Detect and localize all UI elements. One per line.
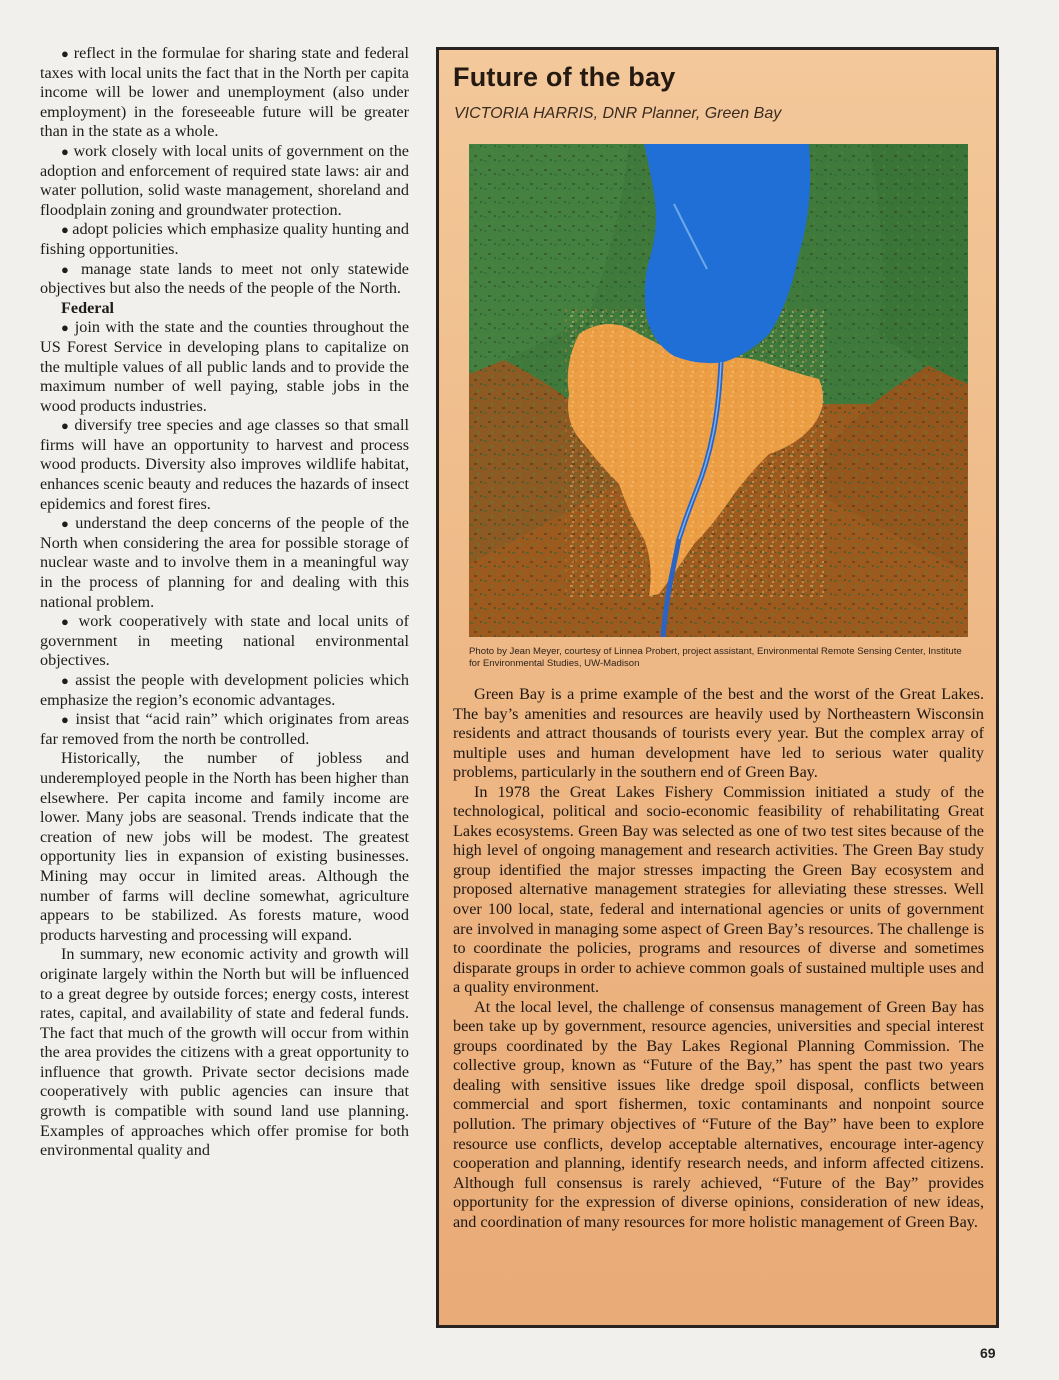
list-item: ● understand the deep concerns of the people of the North when considering the area for possible storage of nuclear waste and to involve them in a meaningful way in the process of planning for and dealing with this national problem. [40,514,409,612]
list-item: ● insist that “acid rain” which originates from areas far removed from the north be controlled. [40,710,409,749]
sidebar-box [436,47,999,1328]
body-paragraph: Historically, the number of jobless and underemployed people in the North has been higher than elsewhere. Per capita income and family income are lower. Many jobs are seasonal. Trends indicate that the creation of new jobs will be modest. The greatest opportunity lies in expansion of existing businesses. Mining may occur in limited areas. Although the number of farms will decline somewhat, agriculture appears to be stabilized. As forests mature, wood products harvesting and processing will expand. [40,749,409,944]
list-item: ● diversify tree species and age classes so that small firms will have an opportunity to harvest and process wood products. Diversity also improves wildlife habitat, enhances scenic beauty and reduces the hazards of insect epidemics and forest fires. [40,416,409,514]
body-paragraph: Green Bay is a prime example of the best and the worst of the Great Lakes. The bay’s amenities and resources are heavily used by Northeastern Wisconsin residents and attract thousands of tourists every year. But the complex array of multiple uses and human development have led to serious water quality problems, particularly in the southern end of Green Bay. [453,685,984,782]
list-item: ● work closely with local units of government on the adoption and enforcement of required state laws: air and water pollution, solid waste management, shoreland and floodplain zoning and groundwater protection. [40,142,409,220]
list-item: ● adopt policies which emphasize quality hunting and fishing opportunities. [40,220,409,259]
body-paragraph: In 1978 the Great Lakes Fishery Commission initiated a study of the technological, political and socio-economic feasibility of rehabilitating Great Lakes ecosystems. Green Bay was selected as one of two test sites because of the high level of ongoing management and research activities. The Green Bay study group identified the major stresses impacting the Green Bay ecosystem and proposed alternative management strategies for alleviating these stresses. Well over 100 local, state, federal and international agencies or units of government are involved in managing some aspect of Green Bay’s resources. The challenge is to coordinate the policies, programs and resources of diverse and sometimes disparate groups in order to achieve common goals of sustained multiple uses and a quality environment. [453,782,984,997]
left-column [40,44,409,1161]
sidebar-body [453,685,984,1232]
body-paragraph: At the local level, the challenge of consensus management of Green Bay has been take up by government, resource agencies, universities and special interest groups coordinated by the Bay Lakes Regional Planning Commission. The collective group, known as “Future of the Bay,” has spent the past two years dealing with sensitive issues like dredge spoil disposal, conflicts between commercial and sport fishermen, toxic contaminants and nonpoint source pollution. The primary objectives of “Future of the Bay” have been to explore resource use conflicts, develop acceptable alternatives, encourage inter-agency cooperation and planning, identify research needs, and inform affected citizens. Although full consensus is rarely achieved, “Future of the Bay” provides opportunity for the expression of diverse opinions, consideration of new ideas, and coordination of many resources for more holistic management of Green Bay. [453,997,984,1231]
list-item: ● reflect in the formulae for sharing state and federal taxes with local units the fact that in the North per capita income will be lower and unemployment (also under employment) in the foreseeable future will be greater than in the state as a whole. [40,44,409,142]
body-paragraph: In summary, new economic activity and growth will originate largely within the North but will be influenced to a great degree by outside forces; energy costs, interest rates, capital, and availability of state and federal funds. The fact that much of the growth will occur from within the area provides the citizens with a great opportunity to influence that growth. Private sector decisions made cooperatively with public agencies can insure that growth is compatible with sound land use planning. Examples of approaches which offer promise for both environmental quality and [40,945,409,1160]
page-number: 69 [980,1345,996,1361]
list-item: ● work cooperatively with state and local units of government in meeting national environmental objectives. [40,612,409,671]
sidebar-byline: VICTORIA HARRIS, DNR Planner, Green Bay [454,105,782,122]
list-item: ● assist the people with development policies which emphasize the region’s economic advantages. [40,671,409,710]
satellite-photo [469,144,968,637]
section-heading-federal: Federal [61,298,115,317]
list-item: ● join with the state and the counties throughout the US Forest Service in developing plans to capitalize on the multiple values of all public lands and to provide the maximum number of well paying, stable jobs in the wood products industries. [40,318,409,416]
sidebar-title: Future of the bay [453,62,676,92]
list-item: ● manage state lands to meet not only statewide objectives but also the needs of the people of the North. [40,260,409,299]
photo-caption: Photo by Jean Meyer, courtesy of Linnea Probert, project assistant, Environmental Remote Sensing Center, Institute for Environmental Studies, UW-Madison [469,646,962,669]
